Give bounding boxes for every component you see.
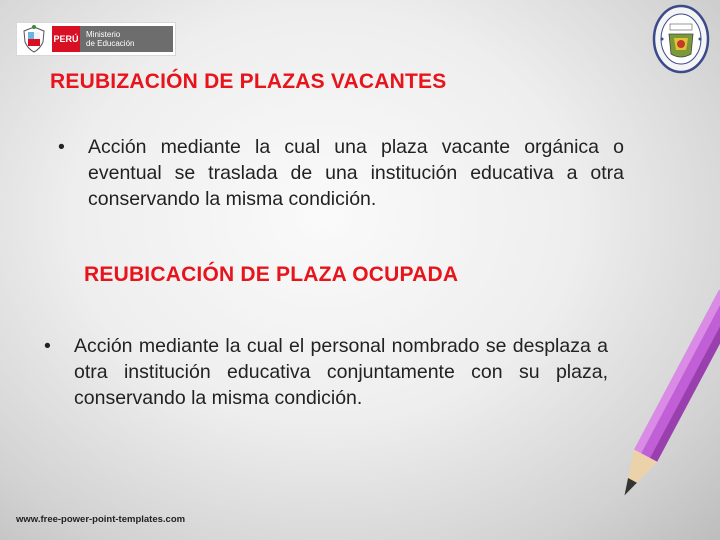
bullet-marker: •	[58, 136, 65, 158]
section-title-vacant-positions: REUBIZACIÓN DE PLAZAS VACANTES	[50, 70, 447, 93]
coat-of-arms-icon	[19, 24, 49, 54]
pencil-illustration	[610, 290, 720, 540]
peru-label: PERÚ	[52, 26, 80, 52]
ministry-line-1: Ministerio	[86, 30, 121, 39]
section-title-occupied-position: REUBICACIÓN DE PLAZA OCUPADA	[84, 263, 459, 286]
bullet-text: Acción mediante la cual el personal nombrado se desplaza a otra institución educativa conjuntamente con su plaza, conservando la misma condición.	[74, 335, 608, 409]
bullet-marker: •	[44, 335, 51, 357]
bullet-item-occupied	[44, 333, 608, 411]
ministry-logo	[16, 22, 176, 56]
ministry-line-2: de Educación	[86, 39, 135, 48]
bullet-text: Acción mediante la cual una plaza vacante orgánica o eventual se traslada de una institución educativa a otra conservando la misma condición.	[88, 136, 624, 210]
footer-url: www.free-power-point-templates.com	[16, 514, 186, 525]
ministry-name	[80, 26, 173, 52]
school-seal-icon	[652, 4, 710, 74]
bullet-item-vacant	[58, 134, 624, 212]
